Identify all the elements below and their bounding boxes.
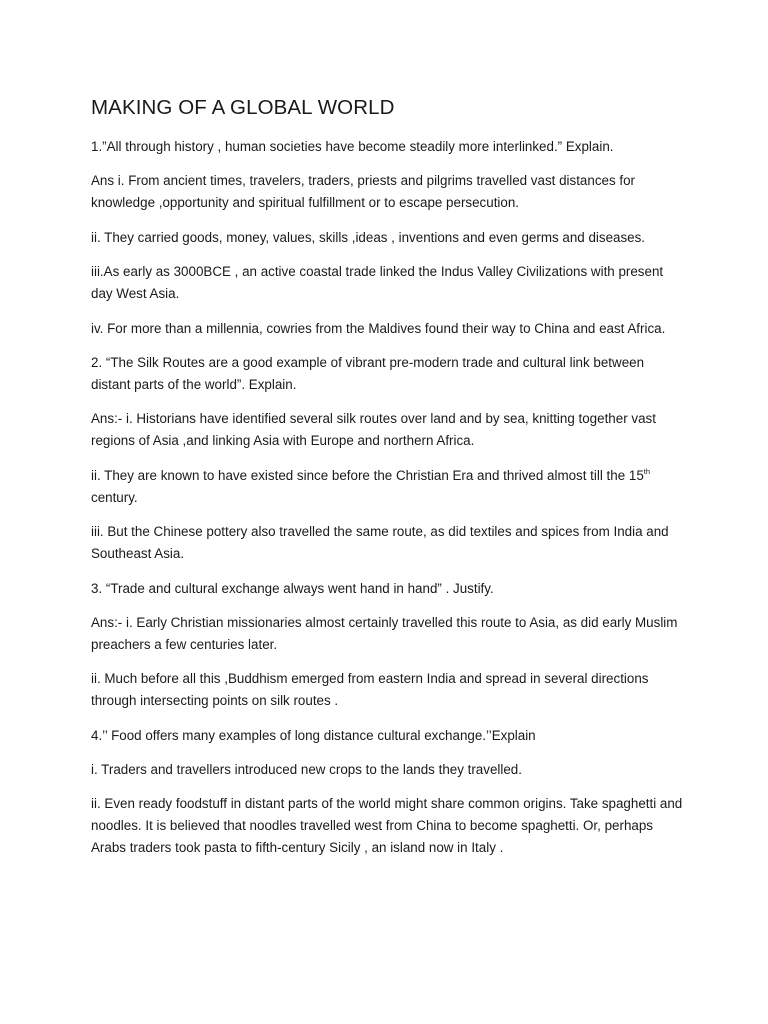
answer-2-ii — [91, 465, 683, 509]
question-1: 1.”All through history , human societies have become steadily more interlinked.” Explain. — [91, 139, 614, 154]
answer-1-ii: ii. They carried goods, money, values, skills ,ideas , inventions and even germs and diseases. — [91, 229, 646, 245]
answer-2-i: Ans:- i. Historians have identified several silk routes over land and by sea, knitting together vast regions of Asia ,and linking Asia with Europe and northern Africa. — [91, 411, 656, 449]
answer-4-ii: ii. Even ready foodstuff in distant parts of the world might share common origins. Take spaghetti and noodles. It is believed that noodles travelled west from China to become spaghetti. Or, perhaps Arabs traders took pasta to fifth-century Sicily , an island now in Italy . — [91, 796, 683, 856]
ordinal-suffix: th — [643, 466, 651, 476]
answer-2-iii: iii. But the Chinese pottery also travelled the same route, as did textiles and spices from India and Southeast Asia. — [91, 524, 669, 562]
question-2: 2. “The Silk Routes are a good example of vibrant pre-modern trade and cultural link between distant parts of the world”. Explain. — [91, 354, 645, 392]
answer-2-ii-end: century. — [91, 489, 138, 505]
answer-1-i: Ans i. From ancient times, travelers, traders, priests and pilgrims travelled vast distances for knowledge ,opportunity and spiritual fulfillment or to escape persecution. — [91, 173, 636, 211]
question-4: 4.’’ Food offers many examples of long distance cultural exchange.’’Explain — [91, 727, 536, 743]
question-3: 3. “Trade and cultural exchange always went hand in hand” . Justify. — [91, 580, 494, 596]
answer-1-iii: iii.As early as 3000BCE , an active coastal trade linked the Indus Valley Civilizations with present day West Asia. — [91, 264, 664, 302]
answer-3-i: Ans:- i. Early Christian missionaries almost certainly travelled this route to Asia, as did early Muslim preachers a few centuries later. — [91, 614, 678, 652]
document-page — [91, 94, 683, 872]
answer-1-iv: iv. For more than a millennia, cowries from the Maldives found their way to China and east Africa. — [91, 320, 666, 336]
answer-2-ii-text: ii. They are known to have existed since before the Christian Era and thrived almost till the 15 — [91, 467, 644, 483]
answer-4-i: i. Traders and travellers introduced new crops to the lands they travelled. — [91, 762, 522, 778]
answer-3-ii: ii. Much before all this ,Buddhism emerged from eastern India and spread in several directions through intersecting points on silk routes . — [91, 671, 649, 709]
document-title: MAKING OF A GLOBAL WORLD — [91, 96, 395, 119]
